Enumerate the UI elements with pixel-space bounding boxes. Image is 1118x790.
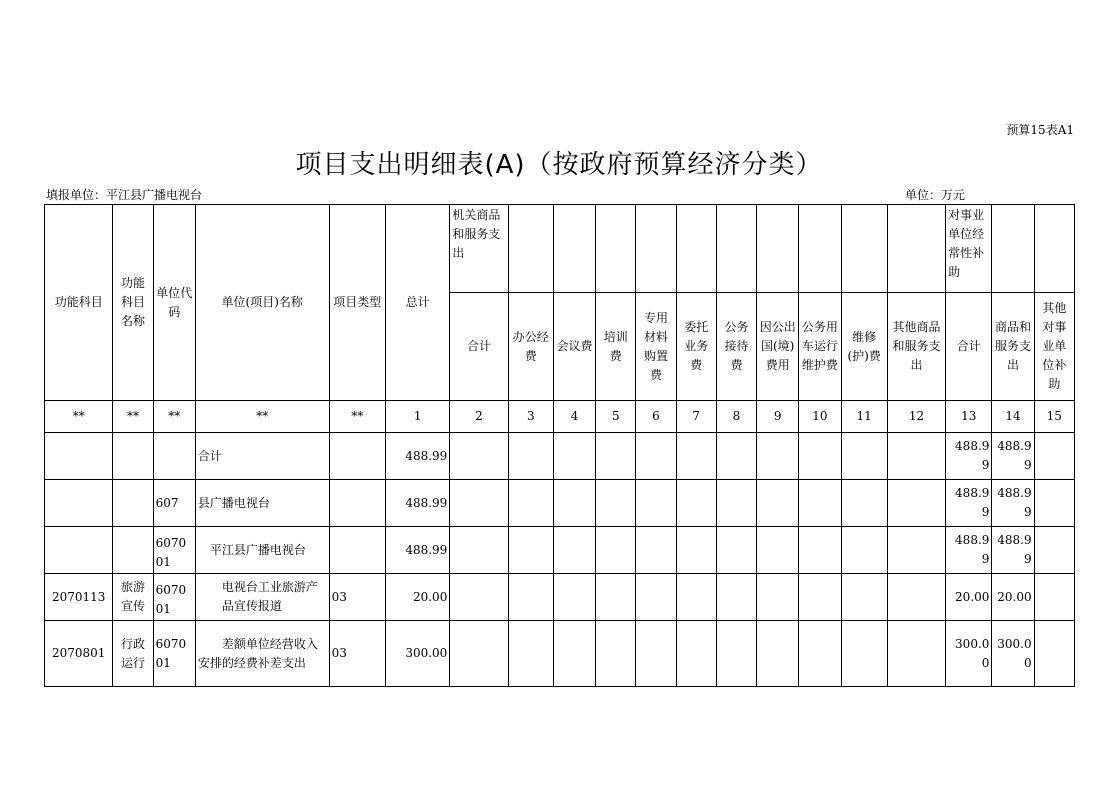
index-cell: 15	[1034, 401, 1074, 433]
b-goods-cell: 300.00	[992, 621, 1034, 687]
index-cell: 7	[676, 401, 716, 433]
header-vehicle: 公务用车运行维护费	[799, 293, 841, 401]
b-goods-cell: 488.99	[992, 527, 1034, 574]
func-code-cell	[45, 527, 113, 574]
index-cell: 2	[450, 401, 508, 433]
header-group-b: 对事业单位经常性补助	[946, 205, 992, 293]
header-project-type: 项目类型	[329, 205, 385, 401]
header-group-a: 机关商品和服务支出	[450, 205, 508, 293]
unit-code-cell: 607	[153, 480, 195, 527]
unit-name-cell: 合计	[195, 433, 329, 480]
header-training: 培训费	[596, 293, 636, 401]
func-name-cell	[113, 480, 153, 527]
b-goods-cell: 20.00	[992, 574, 1034, 621]
index-cell: 12	[887, 401, 945, 433]
func-code-cell: 2070801	[45, 621, 113, 687]
b-total-cell: 488.99	[946, 433, 992, 480]
table-row	[45, 574, 1075, 621]
header-total: 总计	[385, 205, 449, 401]
index-cell: 13	[946, 401, 992, 433]
index-row	[45, 401, 1075, 433]
index-cell: **	[113, 401, 153, 433]
header-row-1	[45, 205, 1075, 293]
header-b-goods: 商品和服务支出	[992, 293, 1034, 401]
index-cell: 14	[992, 401, 1034, 433]
page-title: 项目支出明细表(A)（按政府预算经济分类）	[295, 150, 823, 180]
func-name-cell	[113, 433, 153, 480]
b-goods-cell: 488.99	[992, 433, 1034, 480]
index-cell: 1	[385, 401, 449, 433]
header-unit-code: 单位代码	[153, 205, 195, 401]
unit-code-cell: 607001	[153, 621, 195, 687]
header-a-total: 合计	[450, 293, 508, 401]
project-type-cell: 03	[329, 621, 385, 687]
b-total-cell: 20.00	[946, 574, 992, 621]
header-entrusted: 委托业务费	[676, 293, 716, 401]
project-type-cell	[329, 527, 385, 574]
b-total-cell: 488.99	[946, 527, 992, 574]
index-cell: 4	[553, 401, 595, 433]
expenditure-table	[44, 204, 1075, 687]
index-cell: **	[45, 401, 113, 433]
header-unit-name: 单位(项目)名称	[195, 205, 329, 401]
index-cell: **	[329, 401, 385, 433]
header-repair: 维修(护)费	[841, 293, 887, 401]
b-total-cell: 488.99	[946, 480, 992, 527]
project-type-cell: 03	[329, 574, 385, 621]
header-meeting: 会议费	[553, 293, 595, 401]
table-code: 预算15表A1	[1006, 123, 1074, 137]
unit-code-cell: 607001	[153, 574, 195, 621]
index-cell: 5	[596, 401, 636, 433]
func-code-cell: 2070113	[45, 574, 113, 621]
func-code-cell	[45, 480, 113, 527]
total-cell: 488.99	[385, 433, 449, 480]
index-cell: 10	[799, 401, 841, 433]
header-b-total: 合计	[946, 293, 992, 401]
index-cell: 9	[757, 401, 799, 433]
header-office: 办公经费	[508, 293, 553, 401]
index-cell: 8	[716, 401, 756, 433]
b-total-cell: 300.00	[946, 621, 992, 687]
table-row	[45, 433, 1075, 480]
header-materials: 专用材料购置费	[636, 293, 676, 401]
header-reception: 公务接待费	[716, 293, 756, 401]
index-cell: 3	[508, 401, 553, 433]
unit-name-cell: 县广播电视台	[195, 480, 329, 527]
header-func-name: 功能科目名称	[113, 205, 153, 401]
total-cell: 300.00	[385, 621, 449, 687]
total-cell: 488.99	[385, 480, 449, 527]
func-name-cell: 旅游宣传	[113, 574, 153, 621]
unit-code-cell	[153, 433, 195, 480]
header-other-goods: 其他商品和服务支出	[887, 293, 945, 401]
unit-name-cell: 电视台工业旅游产品宣传报道	[195, 574, 329, 621]
money-unit: 单位：万元	[905, 188, 966, 202]
index-cell: 11	[841, 401, 887, 433]
func-name-cell	[113, 527, 153, 574]
table-row	[45, 527, 1075, 574]
index-cell: **	[153, 401, 195, 433]
header-b-other: 其他对事业单位补助	[1034, 293, 1074, 401]
func-name-cell: 行政运行	[113, 621, 153, 687]
index-cell: **	[195, 401, 329, 433]
unit-name-cell: 平江县广播电视台	[195, 527, 329, 574]
header-abroad: 因公出国(境)费用	[757, 293, 799, 401]
table-row	[45, 621, 1075, 687]
header-func-code: 功能科目	[45, 205, 113, 401]
index-cell: 6	[636, 401, 676, 433]
b-goods-cell: 488.99	[992, 480, 1034, 527]
total-cell: 20.00	[385, 574, 449, 621]
fill-unit: 填报单位：平江县广播电视台	[46, 188, 203, 202]
project-type-cell	[329, 433, 385, 480]
project-type-cell	[329, 480, 385, 527]
total-cell: 488.99	[385, 527, 449, 574]
unit-code-cell: 607001	[153, 527, 195, 574]
func-code-cell	[45, 433, 113, 480]
table-row	[45, 480, 1075, 527]
unit-name-cell: 差额单位经营收入安排的经费补差支出	[195, 621, 329, 687]
